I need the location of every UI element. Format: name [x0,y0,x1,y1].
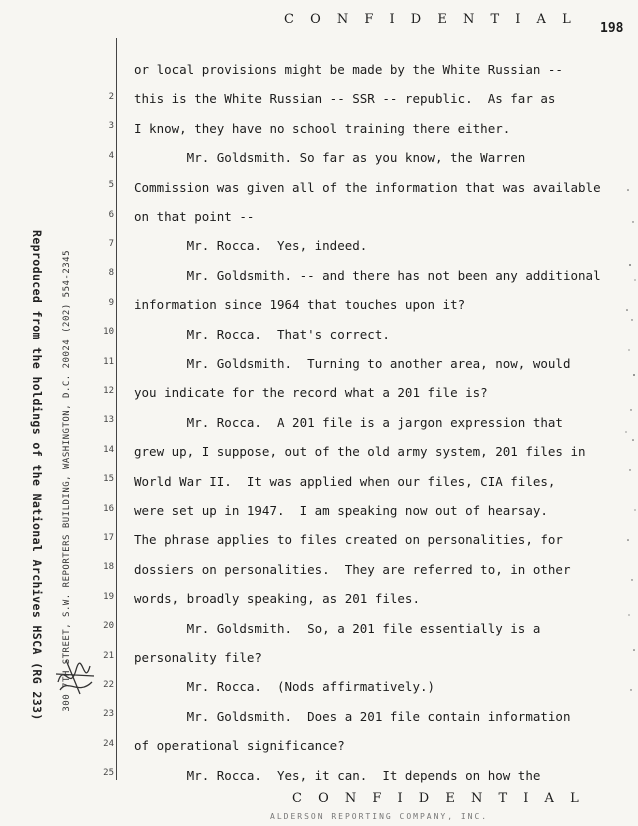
line-number: 11 [103,356,114,367]
transcript-line: The phrase applies to files created on personalities, for [134,532,563,548]
line-number: 24 [103,738,114,749]
line-number: 5 [108,180,114,191]
transcript-line: Mr. Goldsmith. -- and there has not been any additional [134,267,601,283]
line-number: 8 [108,268,114,279]
line-number: 9 [108,297,114,308]
line-number: 20 [103,621,114,632]
transcript-line: dossiers on personalities. They are referred to, in other [134,561,571,577]
transcript-line: Mr. Rocca. (Nods affirmatively.) [134,679,436,695]
line-number: 4 [108,150,114,161]
line-number: 23 [103,709,114,720]
line-number: 16 [103,503,114,514]
confidential-footer: C O N F I D E N T I A L [292,791,585,806]
line-number: 2 [108,92,114,102]
line-number: 13 [103,415,114,426]
confidential-header: C O N F I D E N T I A L [284,12,577,27]
transcript-line: you indicate for the record what a 201 file is? [134,385,488,401]
line-number: 17 [103,533,114,543]
line-number: 15 [103,474,114,485]
transcript-line: Commission was given all of the information that was available [134,179,601,195]
transcript-line: were set up in 1947. I am speaking now out of hearsay. [134,503,548,518]
transcript-line: World War II. It was applied when our files, CIA files, [134,473,556,489]
line-number: 3 [108,121,114,132]
transcript-line: words, broadly speaking, as 201 files. [134,591,420,607]
line-number: 21 [103,650,114,661]
transcript-line: Mr. Goldsmith. Does a 201 file contain information [134,708,571,724]
page-number: 198 [600,21,624,36]
line-number: 7 [108,239,114,249]
line-number: 19 [103,591,114,602]
transcript-line: personality file? [134,650,262,665]
line-number: 18 [103,562,114,573]
transcript-line: this is the White Russian -- SSR -- republic. As far as [134,91,556,107]
line-number: 25 [103,768,114,779]
signature-scribble-icon [50,652,98,700]
transcript-line: information since 1964 that touches upon it? [134,297,466,313]
line-number: 14 [103,444,114,455]
line-number: 10 [103,327,114,338]
line-number: 12 [103,386,114,396]
reporters-address: 300 7TH STREET, S.W. REPORTERS BUILDING, WASHINGTON, D.C. 20024 (202) 554-2345 [62,250,72,712]
transcript-line: Mr. Rocca. A 201 file is a jargon expression that [134,414,563,430]
transcript-line: Mr. Rocca. Yes, it can. It depends on how the [134,767,541,783]
transcript-line: Mr. Rocca. Yes, indeed. [134,238,368,254]
reporting-company-stamp: ALDERSON REPORTING COMPANY, INC. [270,812,489,821]
transcript-line: of operational significance? [134,738,345,754]
transcript-line: or local provisions might be made by the White Russian -- [134,62,563,77]
margin-rule [116,38,117,780]
line-number: 22 [103,680,114,690]
transcript-line: I know, they have no school training there either. [134,120,511,136]
transcript-line: grew up, I suppose, out of the old army system, 201 files in [134,444,586,460]
transcript-line: on that point -- [134,209,255,224]
transcript-line: Mr. Rocca. That's correct. [134,326,390,342]
archive-note: Reproduced from the holdings of the National Archives HSCA (RG 233) [30,230,44,721]
transcript-line: Mr. Goldsmith. So, a 201 file essentially is a [134,620,541,636]
line-number: 6 [108,209,114,220]
transcript-line: Mr. Goldsmith. So far as you know, the Warren [134,150,526,166]
transcript-line: Mr. Goldsmith. Turning to another area, now, would [134,356,571,371]
scan-noise [624,170,638,730]
